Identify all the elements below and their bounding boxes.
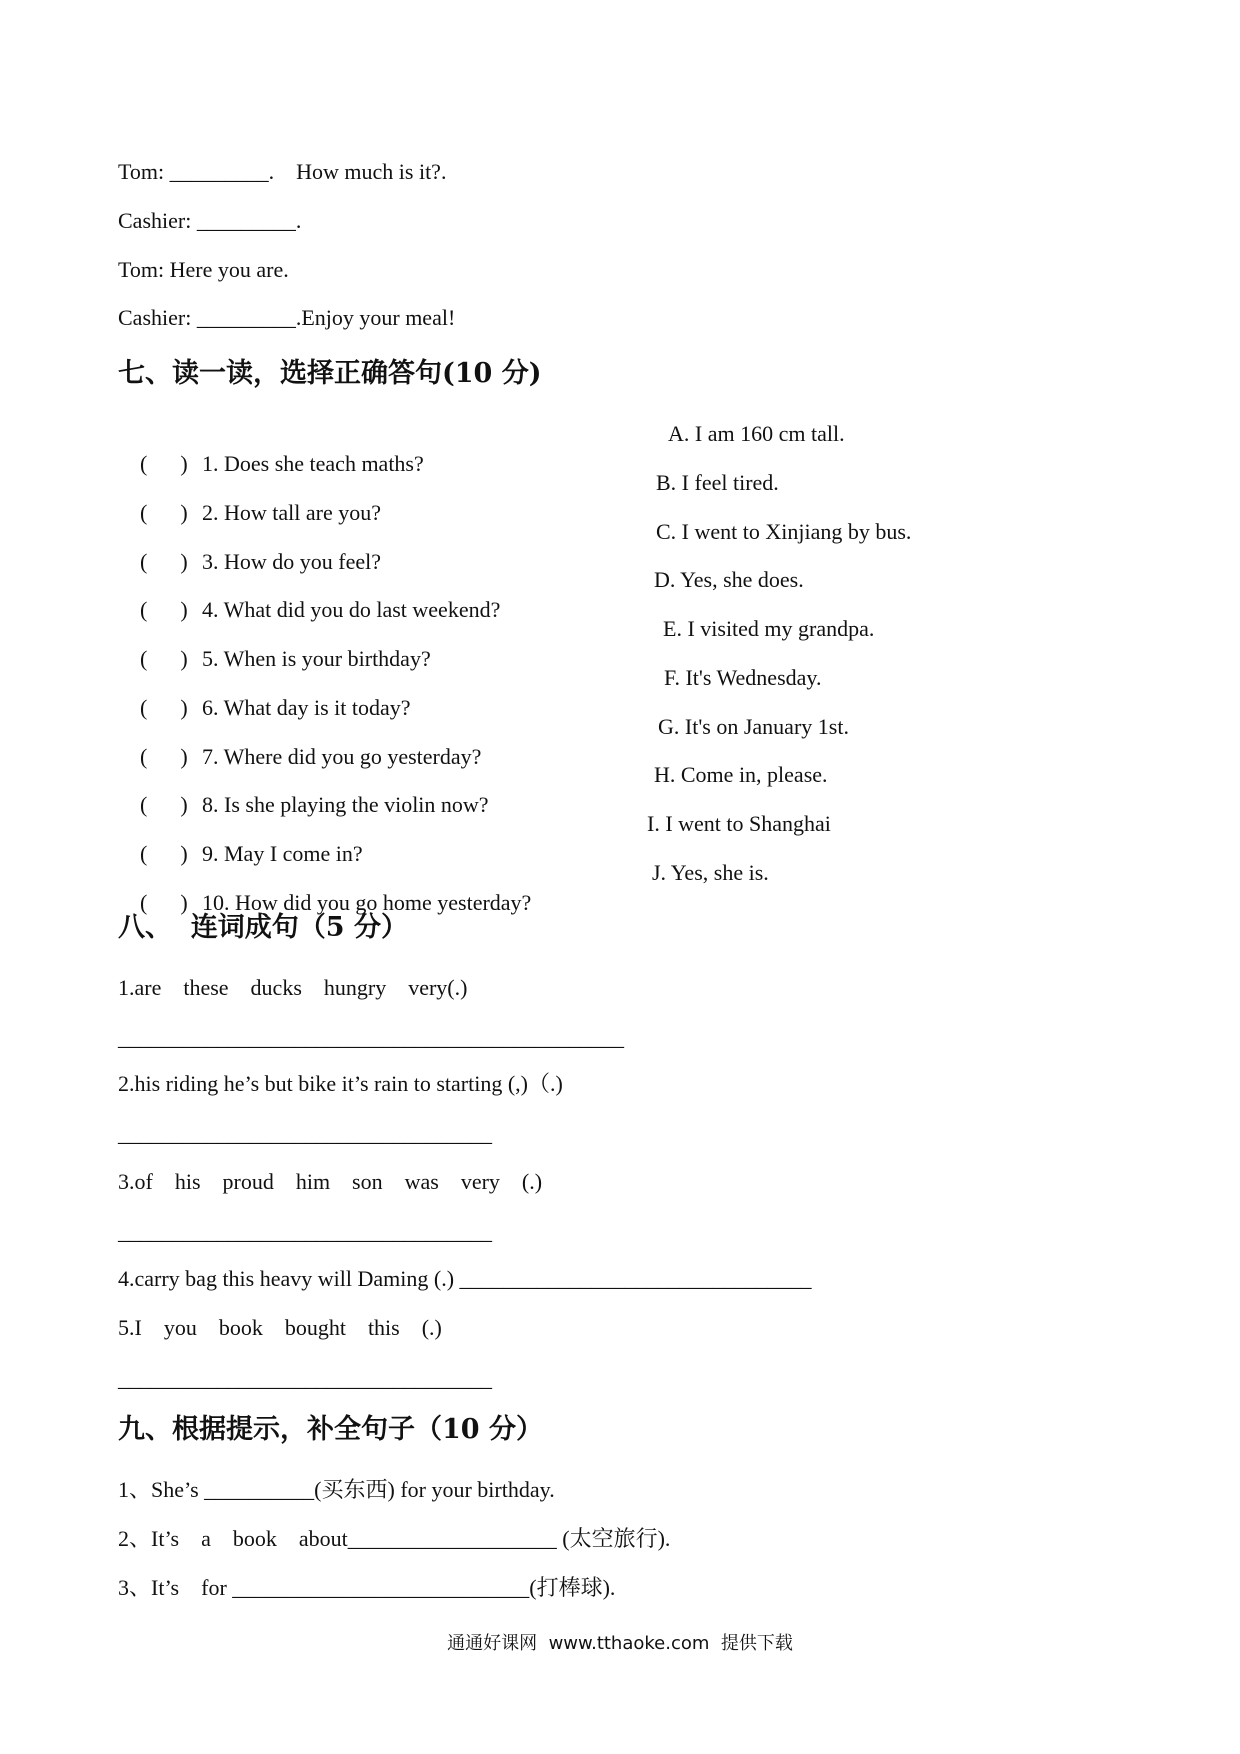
answer-blank-line[interactable]: ______________________________________________	[118, 1025, 624, 1050]
word-order-prompt: 4.carry bag this heavy will Daming (.) ________________________________	[118, 1266, 812, 1291]
section-9-title: 九、根据提示，补全句子（10 分）	[118, 1414, 543, 1445]
word-order-prompt: 2.his riding he’s but bike it’s rain to starting (,)（.)	[118, 1071, 563, 1096]
answer-option: B. I feel tired.	[656, 470, 779, 495]
dialogue-line: Tom: Here you are.	[118, 257, 289, 282]
answer-paren[interactable]: ( )	[140, 549, 188, 574]
section-7-title: 七、读一读，选择正确答句(10 分)	[118, 358, 542, 389]
answer-paren[interactable]: ( )	[140, 646, 188, 671]
dialogue-line: Cashier: _________.	[118, 208, 302, 233]
word-order-prompt: 3.of his proud him son was very (.)	[118, 1169, 543, 1194]
section-8-title: 八、 连词成句（5 分）	[118, 912, 408, 943]
answer-paren[interactable]: ( )	[140, 597, 188, 622]
question-text: 10. How did you go home yesterday?	[202, 890, 532, 915]
answer-blank-line[interactable]: __________________________________	[118, 1121, 492, 1146]
question-text: 3. How do you feel?	[202, 549, 382, 574]
question-text: 5. When is your birthday?	[202, 646, 431, 671]
question-text: 4. What did you do last weekend?	[202, 597, 501, 622]
answer-option: E. I visited my grandpa.	[663, 616, 875, 641]
answer-paren[interactable]: ( )	[140, 792, 188, 817]
answer-blank-line[interactable]: __________________________________	[118, 1219, 492, 1244]
answer-option: C. I went to Xinjiang by bus.	[656, 519, 912, 544]
question-text: 2. How tall are you?	[202, 500, 381, 525]
answer-option: D. Yes, she does.	[654, 567, 804, 592]
fill-in-sentence: 1、She’s __________(买东西) for your birthday.	[118, 1477, 555, 1502]
question-text: 7. Where did you go yesterday?	[202, 744, 482, 769]
question-text: 9. May I come in?	[202, 841, 363, 866]
answer-option: G. It's on January 1st.	[658, 714, 849, 739]
answer-paren[interactable]: ( )	[140, 500, 188, 525]
answer-option: H. Come in, please.	[654, 762, 828, 787]
word-order-prompt: 5.I you book bought this (.)	[118, 1315, 442, 1340]
word-order-prompt: 1.are these ducks hungry very(.)	[118, 975, 468, 1000]
answer-option: I. I went to Shanghai	[647, 811, 831, 836]
answer-option: J. Yes, she is.	[652, 860, 769, 885]
answer-paren[interactable]: ( )	[140, 744, 188, 769]
answer-paren[interactable]: ( )	[140, 841, 188, 866]
fill-in-sentence: 2、It’s a book about___________________ (太空旅行).	[118, 1526, 671, 1551]
fill-in-sentence: 3、It’s for ___________________________(打棒球).	[118, 1575, 616, 1600]
answer-paren[interactable]: ( )	[140, 890, 188, 915]
answer-blank-line[interactable]: __________________________________	[118, 1366, 492, 1391]
answer-paren[interactable]: ( )	[140, 451, 188, 476]
question-text: 6. What day is it today?	[202, 695, 411, 720]
question-text: 1. Does she teach maths?	[202, 451, 424, 476]
answer-option: F. It's Wednesday.	[664, 665, 822, 690]
question-text: 8. Is she playing the violin now?	[202, 792, 489, 817]
answer-paren[interactable]: ( )	[140, 695, 188, 720]
dialogue-line: Cashier: _________.Enjoy your meal!	[118, 305, 456, 330]
answer-option: A. I am 160 cm tall.	[668, 421, 845, 446]
dialogue-line: Tom: _________. How much is it?.	[118, 159, 447, 184]
page-footer: 通通好课网 www.tthaoke.com 提供下载	[447, 1633, 793, 1654]
